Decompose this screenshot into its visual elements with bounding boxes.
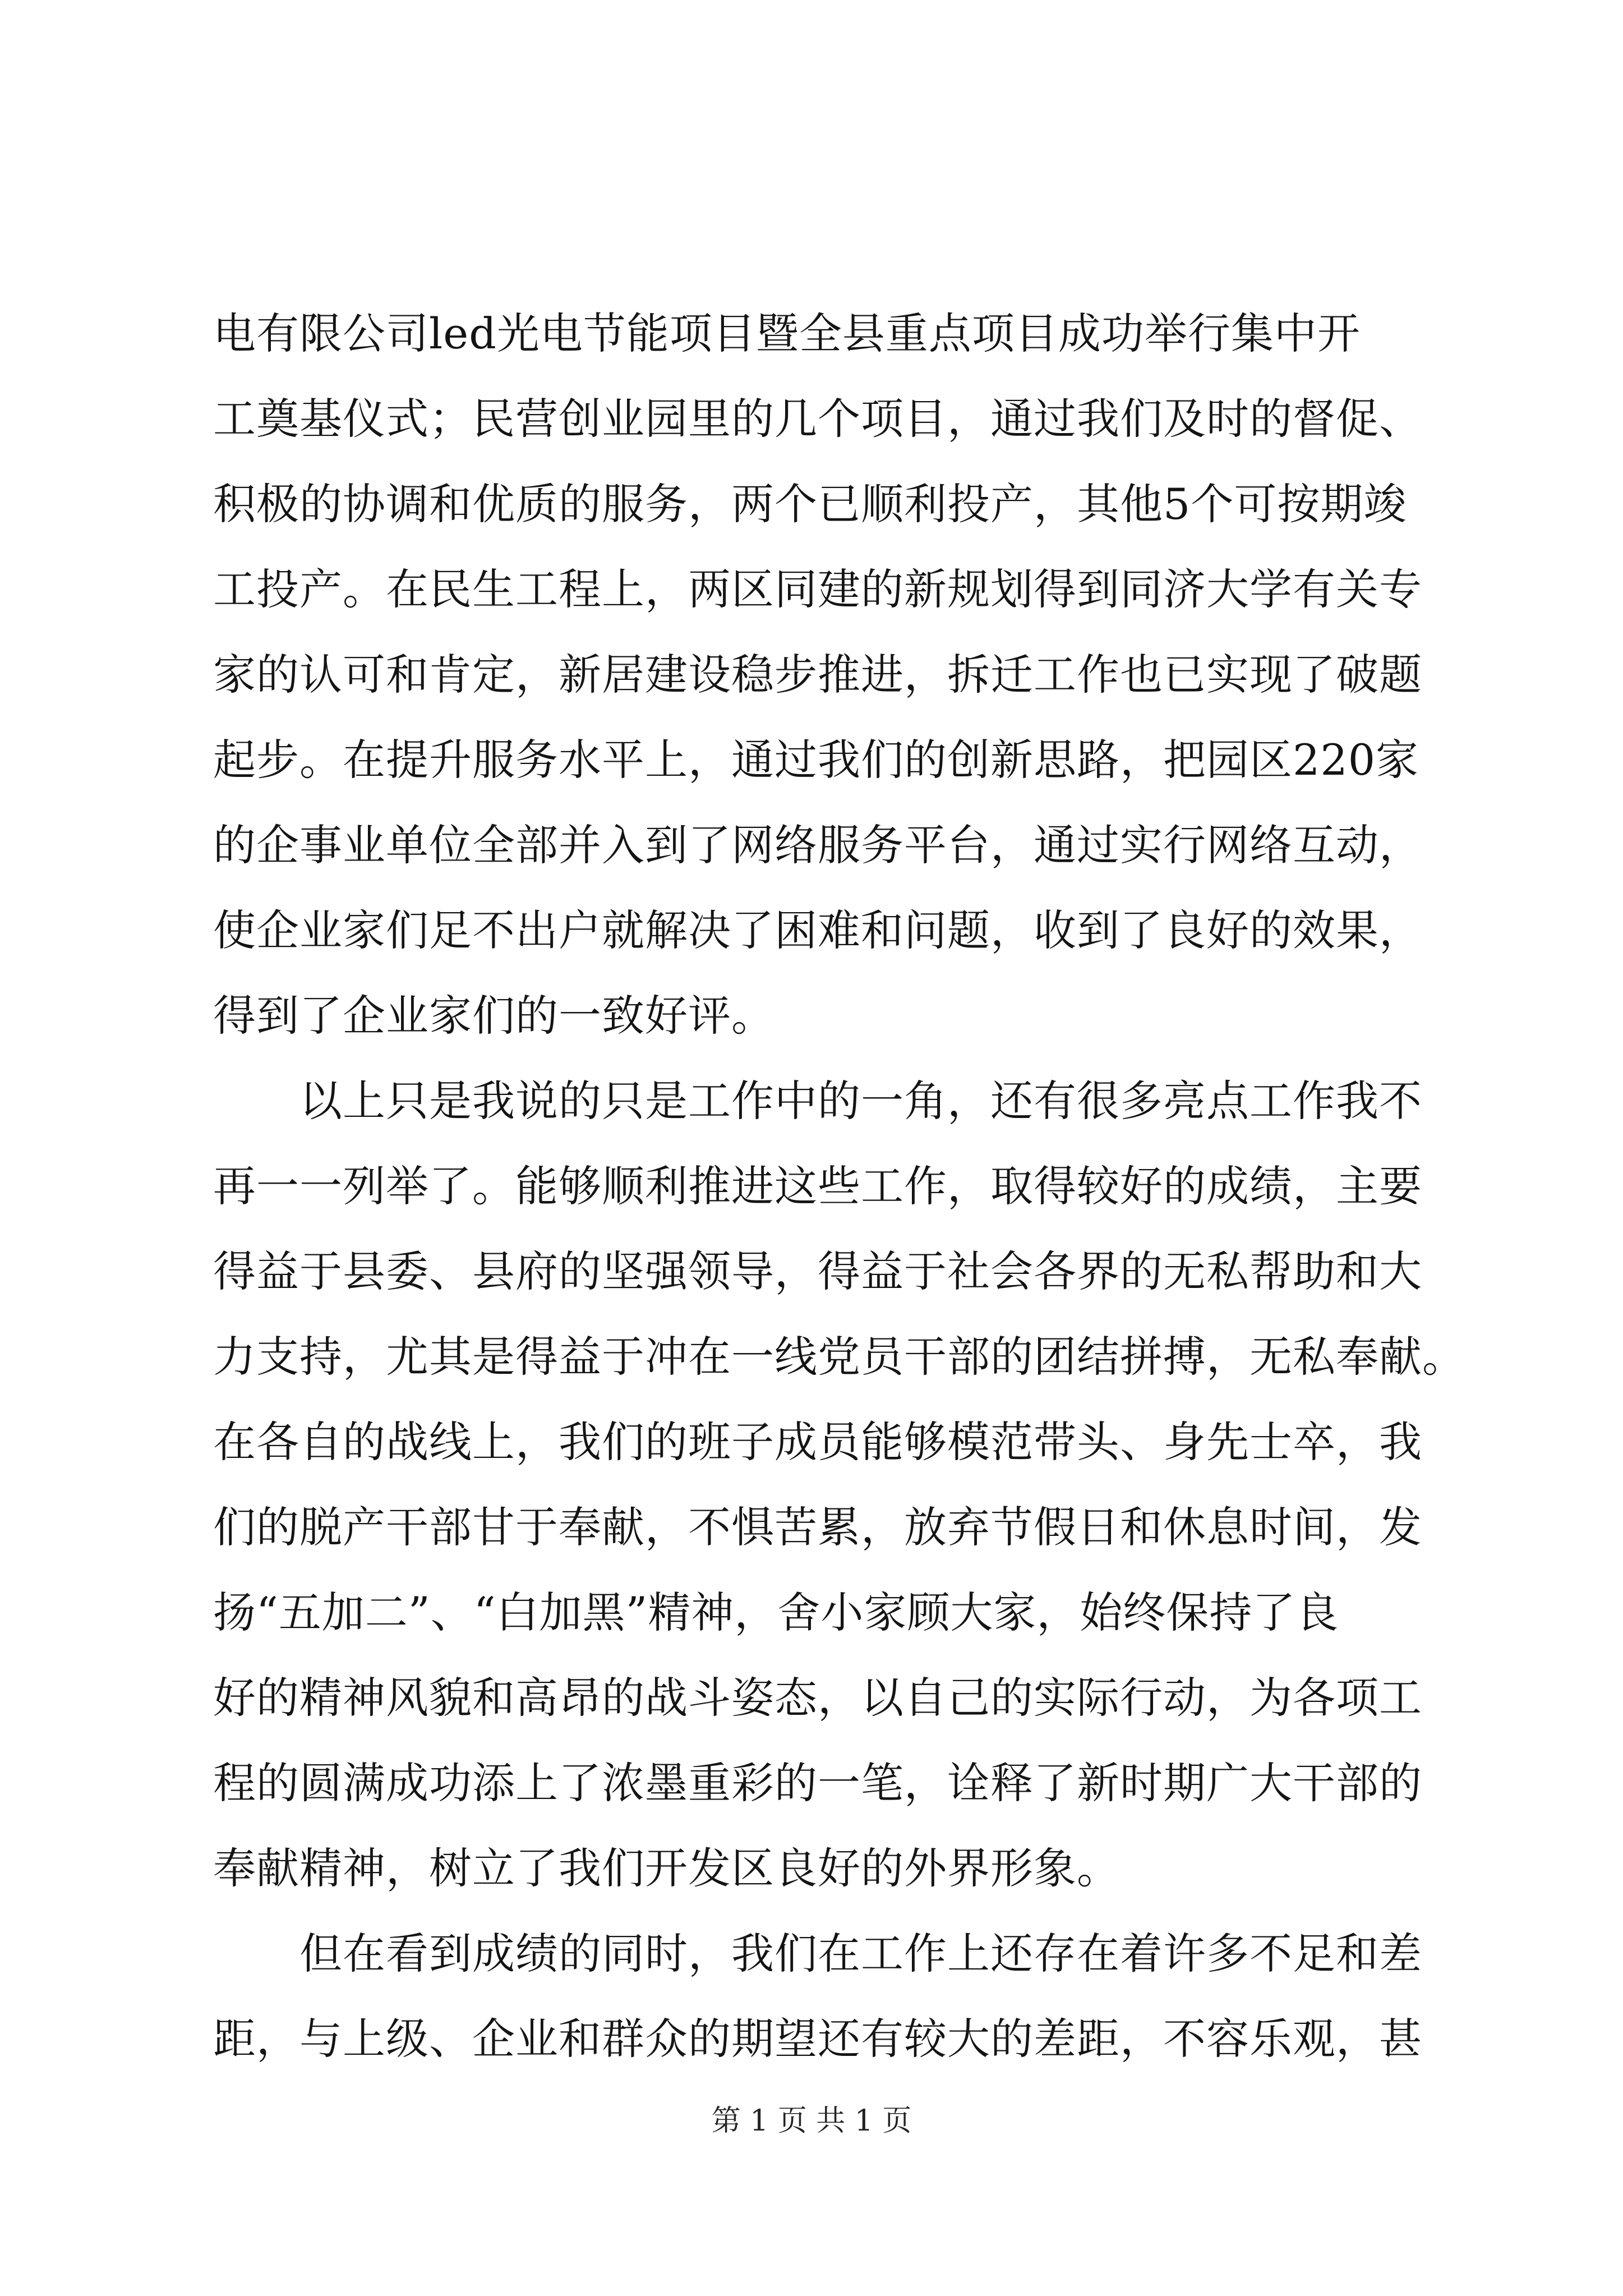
- text-line: 再一一列举了。能够顺利推进这些工作，取得较好的成绩，主要: [213, 1161, 1422, 1211]
- text-line: 但在看到成绩的同时，我们在工作上还存在着许多不足和差: [213, 1929, 1422, 1978]
- text-line: 在各自的战线上，我们的班子成员能够模范带头、身先士卒，我: [213, 1417, 1422, 1467]
- text-line: 得益于县委、县府的坚强领导，得益于社会各界的无私帮助和大: [213, 1246, 1422, 1296]
- text-line: 工奠基仪式；民营创业园里的几个项目，通过我们及时的督促、: [213, 394, 1422, 444]
- text-line: 工投产。在民生工程上，两区同建的新规划得到同济大学有关专: [213, 564, 1422, 614]
- page-footer: 第 1 页 共 1 页: [711, 2104, 912, 2138]
- text-line: 起步。在提升服务水平上，通过我们的创新思路，把园区220家: [213, 735, 1419, 785]
- text-line: 程的圆满成功添上了浓墨重彩的一笔，诠释了新时期广大干部的: [213, 1758, 1422, 1808]
- text-line: 得到了企业家们的一致好评。: [213, 991, 774, 1041]
- text-line: 奉献精神，树立了我们开发区良好的外界形象。: [213, 1843, 1120, 1893]
- text-line: 们的脱产干部甘于奉献，不惧苦累，放弃节假日和休息时间，发: [213, 1502, 1422, 1552]
- text-line: 使企业家们足不出户就解决了困难和问题，收到了良好的效果，: [213, 905, 1422, 955]
- text-line: 好的精神风貌和高昂的战斗姿态，以自己的实际行动，为各项工: [213, 1673, 1422, 1723]
- text-line: 以上只是我说的只是工作中的一角，还有很多亮点工作我不: [213, 1076, 1422, 1126]
- text-line: 积极的协调和优质的服务，两个已顺利投产，其他5个可按期竣: [213, 479, 1407, 529]
- text-line: 扬“五加二”、“白加黑”精神，舍小家顾大家，始终保持了良: [213, 1588, 1339, 1637]
- text-line: 电有限公司led光电节能项目暨全县重点项目成功举行集中开: [213, 309, 1361, 358]
- text-line: 的企事业单位全部并入到了网络服务平台，通过实行网络互动，: [213, 820, 1422, 870]
- text-line: 力支持，尤其是得益于冲在一线党员干部的团结拼搏，无私奉献。: [213, 1332, 1465, 1382]
- text-line: 距，与上级、企业和群众的期望还有较大的差距，不容乐观，甚: [213, 2014, 1422, 2064]
- text-line: 家的认可和肯定，新居建设稳步推进，拆迁工作也已实现了破题: [213, 650, 1422, 700]
